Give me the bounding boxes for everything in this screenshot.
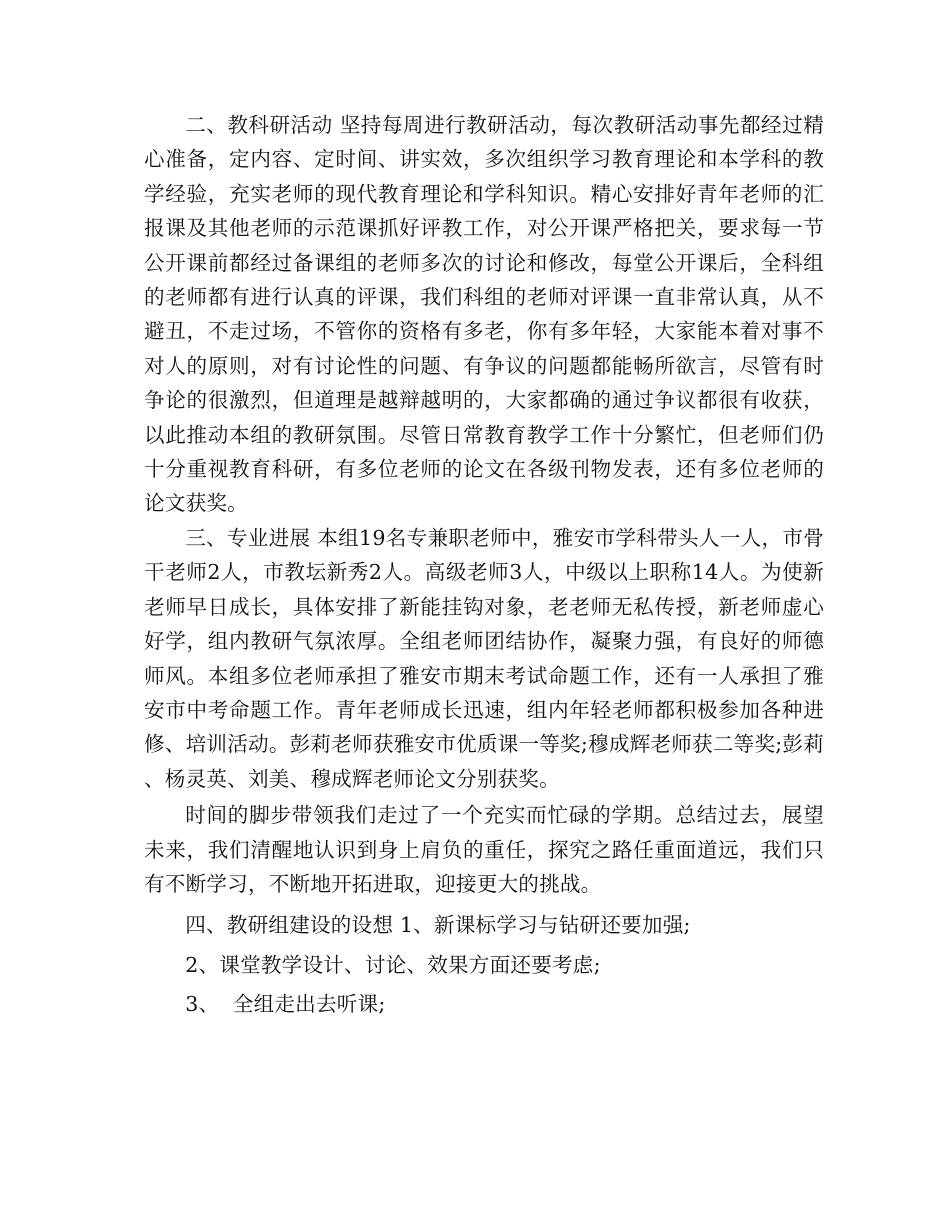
paragraph-teaching-research: 二、教科研活动 坚持每周进行教研活动，每次教研活动事先都经过精心准备，定内容、定时间、讲实效，多次组织学习教育理论和本学科的教学经验，充实老师的现代教育理论和学科知识。精心安排好青年老师的汇报课及其他老师的示范课抓好评教工作，对公开课严格把关，要求每一节公开课前都经过备课组的老师多次的讨论和修改，每堂公开课后，全科组的老师都有进行认真的评课，我们科组的老师对评课一直非常认真，从不避丑，不走过场，不管你的资格有多老，你有多年轻，大家能本着对事不对人的原则，对有讨论性的问题、有争议的问题都能畅所欲言，尽管有时争论的很激烈，但道理是越辩越明的，大家都确的通过争议都很有收获，以此推动本组的教研氛围。尽管日常教育教学工作十分繁忙，但老师们仍十分重视教育科研，有多位老师的论文在各级刊物发表，还有多位老师的论文获奖。 — [144, 113, 824, 516]
paragraph-summary: 时间的脚步带领我们走过了一个充实而忙碌的学期。总结过去，展望未来，我们清醒地认识到身上肩负的重任，探究之路任重面道远，我们只有不断学习，不断地开拓进取，迎接更大的挑战。 — [144, 803, 824, 896]
list-item-plan-3: 3、 全组走出去听课; — [185, 992, 386, 1017]
paragraph-professional-progress: 三、专业进展 本组19名专兼职老师中，雅安市学科带头人一人，市骨干老师2人，市教坛新秀2人。高级老师3人，中级以上职称14人。为使新老师早日成长，具体安排了新能挂钩对象，老老师无私传授，新老师虚心好学，组内教研气氛浓厚。全组老师团结协作，凝聚力强，有良好的师德师风。本组多位老师承担了雅安市期末考试命题工作，还有一人承担了雅安市中考命题工作。青年老师成长迅速，组内年轻老师都积极参加各种进修、培训活动。彭莉老师获雅安市优质课一等奖;穆成辉老师获二等奖;彭莉、杨灵英、刘美、穆成辉老师论文分别获奖。 — [144, 525, 824, 791]
document-body — [144, 108, 824, 1022]
list-item-plan-2: 2、课堂教学设计、讨论、效果方面还要考虑; — [185, 952, 601, 977]
list-item-plan-1: 四、教研组建设的设想 1、新课标学习与钻研还要加强; — [185, 913, 691, 938]
